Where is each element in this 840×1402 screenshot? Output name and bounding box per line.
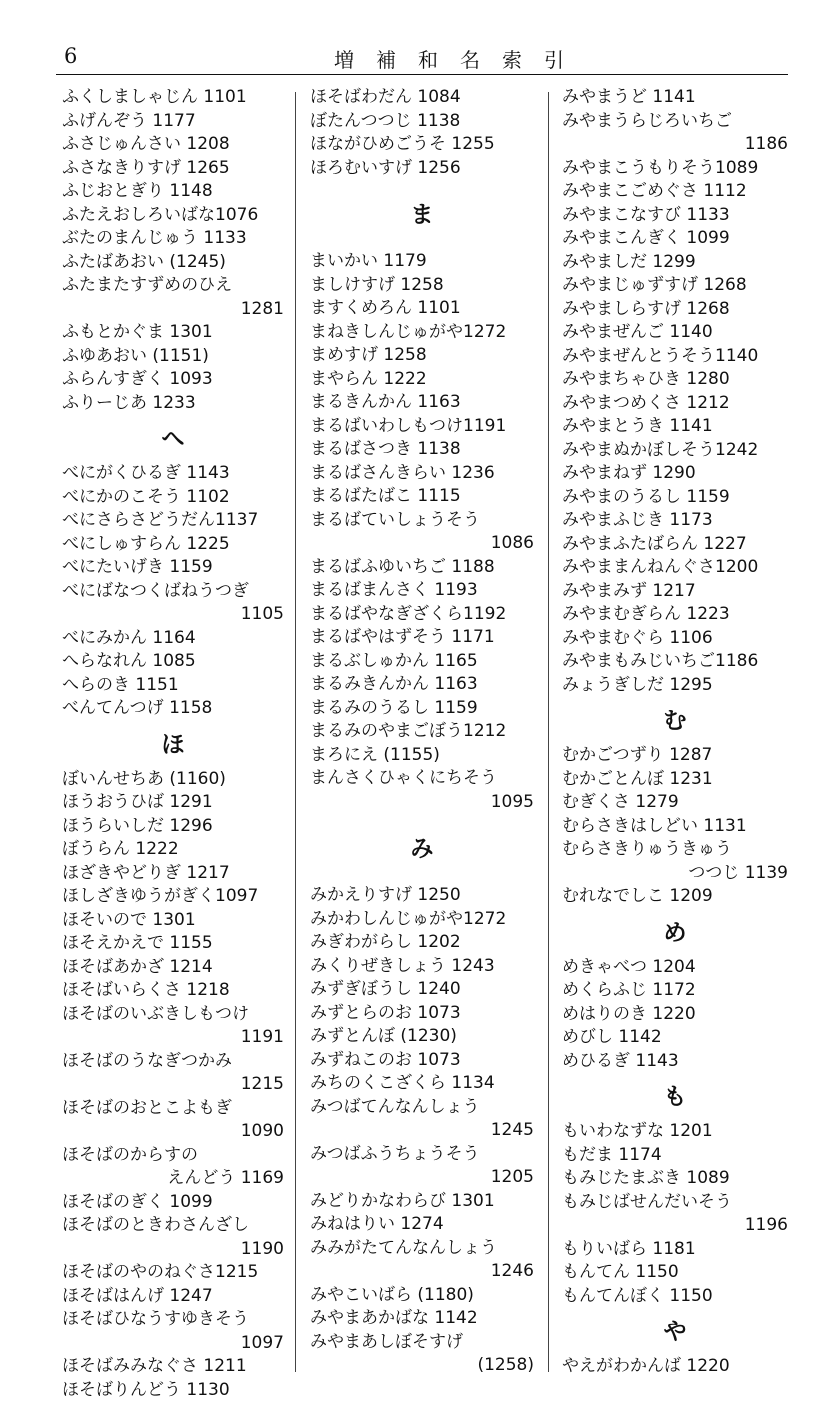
entry-continuation: 1246	[310, 1260, 534, 1284]
index-entry: みどりかなわらび 1301	[310, 1190, 534, 1214]
entry-continuation: 1245	[310, 1119, 534, 1143]
header-rule	[56, 74, 788, 75]
index-entry: みやまこなすび 1133	[562, 204, 788, 228]
index-entry	[62, 1144, 284, 1191]
column-divider	[548, 92, 549, 1372]
index-entry: まめすげ 1258	[310, 344, 534, 368]
index-entry: みやまこうもりそう1089	[562, 157, 788, 181]
index-entry: べにがくひるぎ 1143	[62, 462, 284, 486]
entry-name: みつばふうちょうそう	[310, 1143, 534, 1167]
index-entry: まるばたばこ 1115	[310, 485, 534, 509]
index-entry: ほそえかえで 1155	[62, 932, 284, 956]
index-entry: まるみのうるし 1159	[310, 697, 534, 721]
index-entry: むかごつずり 1287	[562, 744, 788, 768]
entry-name: みつばてんなんしょう	[310, 1096, 534, 1120]
index-entry: みずとんぼ (1230)	[310, 1025, 534, 1049]
index-entry: みずとらのお 1073	[310, 1002, 534, 1026]
index-entry: べにたいげき 1159	[62, 556, 284, 580]
index-entry: みやまうど 1141	[562, 86, 788, 110]
index-entry: みやままんねんぐさ1200	[562, 556, 788, 580]
index-entry	[310, 1331, 534, 1378]
entry-continuation: 1215	[62, 1073, 284, 1097]
index-entry: ほうおうひば 1291	[62, 791, 284, 815]
index-entry: まるばやなぎざくら1192	[310, 603, 534, 627]
section-heading: や	[562, 1308, 788, 1355]
index-entry: ほそばりんどう 1130	[62, 1379, 284, 1402]
entry-name: もみじばせんだいそう	[562, 1191, 788, 1215]
index-entry: ふさじゅんさい 1208	[62, 133, 284, 157]
index-entry: ふたえおしろいばな1076	[62, 204, 284, 228]
index-entry: ますくめろん 1101	[310, 297, 534, 321]
index-entry: べにさらさどうだん1137	[62, 509, 284, 533]
index-entry: むかごとんぼ 1231	[562, 768, 788, 792]
index-entry: みやまねず 1290	[562, 462, 788, 486]
index-column-2	[310, 86, 534, 1378]
index-entry	[62, 1097, 284, 1144]
entry-name: みやまあしぼそすげ	[310, 1331, 534, 1355]
index-entry: みかわしんじゅがや1272	[310, 908, 534, 932]
index-entry	[310, 1143, 534, 1190]
index-entry: ほそばいらくさ 1218	[62, 979, 284, 1003]
index-entry: まいかい 1179	[310, 250, 534, 274]
index-entry: まるみきんかん 1163	[310, 673, 534, 697]
entry-continuation: 1186	[562, 133, 788, 157]
index-entry: ふもとかぐま 1301	[62, 321, 284, 345]
index-entry: ほうらいしだ 1296	[62, 815, 284, 839]
index-entry: ほそばわだん 1084	[310, 86, 534, 110]
entry-name: みみがたてんなんしょう	[310, 1237, 534, 1261]
column-divider	[295, 92, 296, 1372]
index-entry: みやまふじき 1173	[562, 509, 788, 533]
index-entry: めきゃべつ 1204	[562, 956, 788, 980]
index-entry: ふじおとぎり 1148	[62, 180, 284, 204]
entry-name: べにばなつくばねうつぎ	[62, 580, 284, 604]
entry-continuation: 1097	[62, 1332, 284, 1356]
entry-continuation: つつじ 1139	[562, 862, 788, 886]
index-entry	[62, 1003, 284, 1050]
index-entry: むれなでしこ 1209	[562, 885, 788, 909]
index-entry: みやまちゃひき 1280	[562, 368, 788, 392]
index-entry: べにみかん 1164	[62, 627, 284, 651]
index-entry: もだま 1174	[562, 1144, 788, 1168]
index-entry	[310, 1096, 534, 1143]
index-entry: みやまもみじいちご1186	[562, 650, 788, 674]
index-entry: ほろむいすげ 1256	[310, 157, 534, 181]
index-entry	[562, 110, 788, 157]
entry-name: ほそばのおとこよもぎ	[62, 1097, 284, 1121]
index-entry: みかえりすげ 1250	[310, 884, 534, 908]
index-entry: ほそいので 1301	[62, 909, 284, 933]
index-entry: みやまのうるし 1159	[562, 486, 788, 510]
index-entry: ほそばのぎく 1099	[62, 1191, 284, 1215]
index-entry: みやまとうき 1141	[562, 415, 788, 439]
section-heading: み	[310, 814, 534, 884]
entry-name: ほそばのうなぎつかみ	[62, 1050, 284, 1074]
index-entry: めはりのき 1220	[562, 1003, 788, 1027]
index-entry: みやまあかばな 1142	[310, 1307, 534, 1331]
index-entry: ほながひめごうそ 1255	[310, 133, 534, 157]
index-entry: ほそばはんげ 1247	[62, 1285, 284, 1309]
index-entry: ぼいんせちあ (1160)	[62, 768, 284, 792]
entry-continuation: 1191	[62, 1026, 284, 1050]
index-entry	[62, 1214, 284, 1261]
index-entry: ぶたのまんじゅう 1133	[62, 227, 284, 251]
index-entry: ふげんぞう 1177	[62, 110, 284, 134]
index-entry	[62, 580, 284, 627]
index-entry: みやまこんぎく 1099	[562, 227, 788, 251]
index-entry: もりいばら 1181	[562, 1238, 788, 1262]
index-entry: みやまぜんご 1140	[562, 321, 788, 345]
index-entry: まるぶしゅかん 1165	[310, 650, 534, 674]
index-entry: みぎわがらし 1202	[310, 931, 534, 955]
index-entry: ほそばあかざ 1214	[62, 956, 284, 980]
index-entry: べんてんつげ 1158	[62, 697, 284, 721]
index-entry: みやましらすげ 1268	[562, 298, 788, 322]
entry-continuation: 1190	[62, 1238, 284, 1262]
index-entry: やえがわかんば 1220	[562, 1355, 788, 1379]
index-entry	[562, 838, 788, 885]
index-entry: ほざきやどりぎ 1217	[62, 862, 284, 886]
index-entry: みやまむぎらん 1223	[562, 603, 788, 627]
index-entry: もんてんぼく 1150	[562, 1285, 788, 1309]
section-heading: ま	[310, 180, 534, 250]
index-entry: みやまみず 1217	[562, 580, 788, 604]
index-entry: へらのき 1151	[62, 674, 284, 698]
index-entry	[310, 509, 534, 556]
index-entry: めひるぎ 1143	[562, 1050, 788, 1074]
index-entry: ふさなきりすげ 1265	[62, 157, 284, 181]
entry-name: まんさくひゃくにちそう	[310, 767, 534, 791]
index-entry: まやらん 1222	[310, 368, 534, 392]
index-entry: みょうぎしだ 1295	[562, 674, 788, 698]
index-entry: みやまぜんとうそう1140	[562, 345, 788, 369]
index-entry: べにかのこそう 1102	[62, 486, 284, 510]
section-heading: め	[562, 909, 788, 956]
index-entry: もんてん 1150	[562, 1261, 788, 1285]
index-entry: ぼたんつつじ 1138	[310, 110, 534, 134]
section-heading: も	[562, 1073, 788, 1120]
index-entry: まろにえ (1155)	[310, 744, 534, 768]
entry-name: むらさきりゅうきゅう	[562, 838, 788, 862]
index-entry: まるばさつき 1138	[310, 438, 534, 462]
index-entry: ふらんすぎく 1093	[62, 368, 284, 392]
index-entry: まるばさんきらい 1236	[310, 462, 534, 486]
index-entry: みちのくこざくら 1134	[310, 1072, 534, 1096]
index-entry: もみじたまぶき 1089	[562, 1167, 788, 1191]
index-entry: へらなれん 1085	[62, 650, 284, 674]
index-entry: めびし 1142	[562, 1026, 788, 1050]
index-entry	[562, 1191, 788, 1238]
index-entry: まるばまんさく 1193	[310, 579, 534, 603]
index-entry: まるみのやまごぼう1212	[310, 720, 534, 744]
entry-continuation: 1105	[62, 603, 284, 627]
index-entry: ふゆあおい (1151)	[62, 345, 284, 369]
index-entry: もいわなずな 1201	[562, 1120, 788, 1144]
entry-continuation: 1090	[62, 1120, 284, 1144]
entry-continuation: 1281	[62, 298, 284, 322]
index-entry: むぎくさ 1279	[562, 791, 788, 815]
entry-name: ほそばのからすの	[62, 1144, 284, 1168]
index-entry: ましけすげ 1258	[310, 274, 534, 298]
section-heading: む	[562, 697, 788, 744]
entry-continuation: 1205	[310, 1166, 534, 1190]
section-heading: へ	[62, 415, 284, 462]
index-entry: みやまこごめぐさ 1112	[562, 180, 788, 204]
index-entry: まるばいわしもつけ1191	[310, 415, 534, 439]
index-entry: みやまつめくさ 1212	[562, 392, 788, 416]
index-entry: ほそばのやのねぐさ1215	[62, 1261, 284, 1285]
entry-name: ふたまたすずめのひえ	[62, 274, 284, 298]
index-entry: みずぎぼうし 1240	[310, 978, 534, 1002]
running-title: 増補和名索引	[240, 44, 680, 73]
index-entry: まるばやはずそう 1171	[310, 626, 534, 650]
entry-continuation: 1196	[562, 1214, 788, 1238]
index-entry	[62, 1308, 284, 1355]
index-entry: ふりーじあ 1233	[62, 392, 284, 416]
index-column-1	[62, 86, 284, 1402]
index-entry: まるばふゆいちご 1188	[310, 556, 534, 580]
section-heading: ほ	[62, 721, 284, 768]
index-column-3	[562, 86, 788, 1379]
index-entry: ぼうらん 1222	[62, 838, 284, 862]
index-entry: むらさきはしどい 1131	[562, 815, 788, 839]
index-entry: みずねこのお 1073	[310, 1049, 534, 1073]
entry-name: ほそばのいぶきしもつけ	[62, 1003, 284, 1027]
index-entry: みやまじゅずすげ 1268	[562, 274, 788, 298]
entry-continuation: 1086	[310, 532, 534, 556]
index-entry: まるきんかん 1163	[310, 391, 534, 415]
index-entry: みやまぬかぼしそう1242	[562, 439, 788, 463]
index-entry: みやまむぐら 1106	[562, 627, 788, 651]
index-entry	[62, 274, 284, 321]
entry-continuation: 1095	[310, 791, 534, 815]
index-entry: みねはりい 1274	[310, 1213, 534, 1237]
index-entry: ふたばあおい (1245)	[62, 251, 284, 275]
index-entry: まねきしんじゅがや1272	[310, 321, 534, 345]
index-entry: ほそばみみなぐさ 1211	[62, 1355, 284, 1379]
index-entry: ほしざきゆうがぎく1097	[62, 885, 284, 909]
entry-name: まるばていしょうそう	[310, 509, 534, 533]
index-entry: みやましだ 1299	[562, 251, 788, 275]
entry-name: ほそばのときわさんざし	[62, 1214, 284, 1238]
index-entry	[310, 767, 534, 814]
index-entry: べにしゅすらん 1225	[62, 533, 284, 557]
index-entry: みやこいばら (1180)	[310, 1284, 534, 1308]
index-entry: みやまふたばらん 1227	[562, 533, 788, 557]
index-entry: めくらふじ 1172	[562, 979, 788, 1003]
entry-continuation: えんどう 1169	[62, 1167, 284, 1191]
entry-name: みやまうらじろいちご	[562, 110, 788, 134]
index-entry: ふくしましゃじん 1101	[62, 86, 284, 110]
entry-name: ほそばひなうすゆきそう	[62, 1308, 284, 1332]
index-entry	[310, 1237, 534, 1284]
entry-continuation: (1258)	[310, 1354, 534, 1378]
page-number: 6	[64, 44, 77, 68]
index-entry	[62, 1050, 284, 1097]
index-entry: みくりぜきしょう 1243	[310, 955, 534, 979]
